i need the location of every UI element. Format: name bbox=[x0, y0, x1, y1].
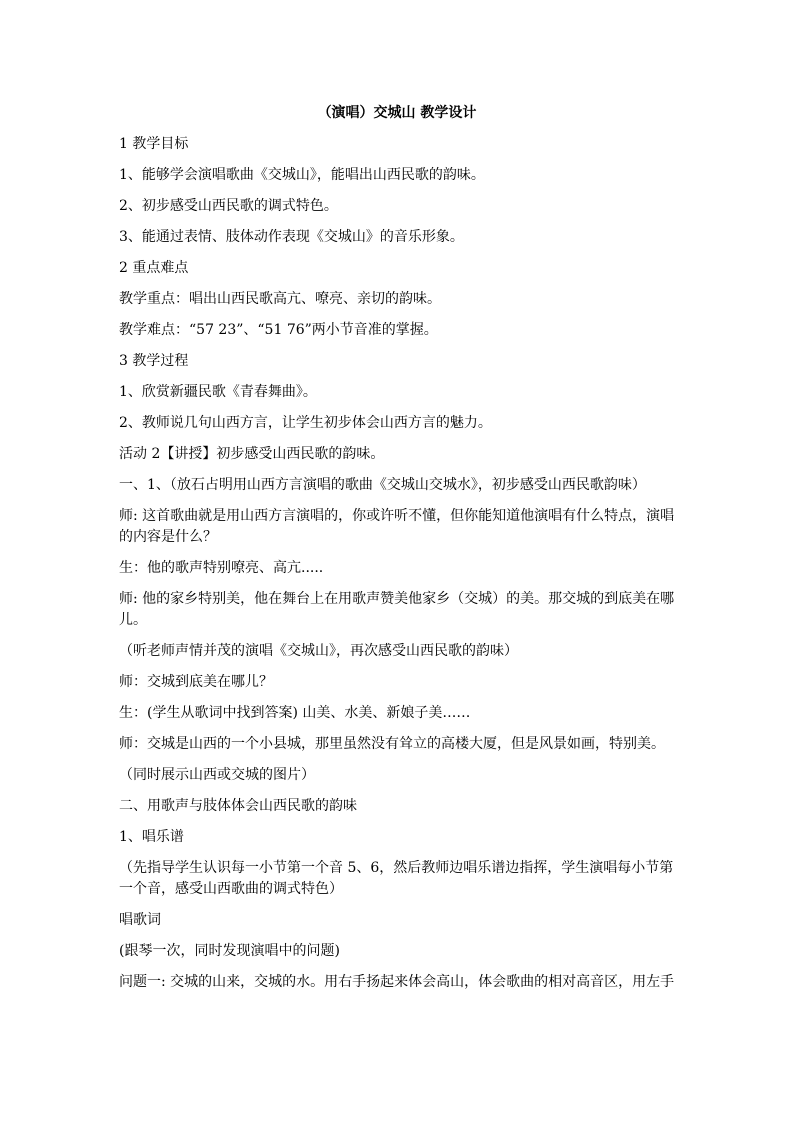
paragraph-line: 一、1、（放石占明用山西方言演唱的歌曲《交城山交城水》，初步感受山西民歌韵味） bbox=[119, 477, 646, 493]
paragraph-line: 唱歌词 bbox=[119, 912, 161, 928]
paragraph-line: 2、初步感受山西民歌的调式特色。 bbox=[119, 198, 338, 214]
paragraph-line: 1、能够学会演唱歌曲《交城山》，能唱出山西民歌的韵味。 bbox=[119, 167, 485, 183]
paragraph-line: 2、教师说几句山西方言，让学生初步体会山西方言的魅力。 bbox=[119, 415, 492, 431]
paragraph-line: 师: 这首歌曲就是用山西方言演唱的，你或许听不懂，但你能知道他演唱有什么特点，演唱的内容是什么？ bbox=[119, 508, 675, 545]
section-heading-process: 3 教学过程 bbox=[119, 353, 189, 369]
paragraph-line: 师: 他的家乡特别美，他在舞台上在用歌声赞美他家乡（交城）的美。那交城的到底美在哪儿。 bbox=[119, 591, 675, 628]
paragraph-line: 1、欣赏新疆民歌《青春舞曲》。 bbox=[119, 384, 317, 400]
section-heading-key-points: 2 重点难点 bbox=[119, 260, 189, 276]
paragraph-line: 问题一: 交城的山来，交城的水。用右手扬起来体会高山，体会歌曲的相对高音区，用左手 bbox=[119, 974, 675, 990]
activity-heading: 活动 2【讲授】初步感受山西民歌的韵味。 bbox=[119, 446, 385, 462]
document-title: （演唱）交城山 教学设计 bbox=[317, 105, 477, 121]
paragraph-line: 生：(学生从歌词中找到答案) 山美、水美、新娘子美…… bbox=[119, 705, 471, 721]
paragraph-line: (跟琴一次，同时发现演唱中的问题) bbox=[119, 943, 340, 959]
paragraph-line: 1、唱乐谱 bbox=[119, 829, 184, 845]
paragraph-line: （同时展示山西或交城的图片） bbox=[119, 767, 315, 783]
section-heading-objectives: 1 教学目标 bbox=[119, 136, 189, 152]
paragraph-line: 师：交城是山西的一个小县城，那里虽然没有耸立的高楼大厦，但是风景如画，特别美。 bbox=[119, 736, 665, 752]
section-heading-part-two: 二、用歌声与肢体体会山西民歌的韵味 bbox=[119, 798, 357, 814]
paragraph-line: （先指导学生认识每一小节第一个音 5、6，然后教师边唱乐谱边指挥，学生演唱每小节第一个音，感受山西歌曲的调式特色） bbox=[119, 860, 674, 897]
paragraph-line: 3、能通过表情、肢体动作表现《交城山》的音乐形象。 bbox=[119, 229, 464, 245]
paragraph-line: 教学重点：唱出山西民歌高亢、嘹亮、亲切的韵味。 bbox=[119, 291, 441, 307]
paragraph-line: 师：交城到底美在哪儿？ bbox=[119, 674, 273, 690]
document-body bbox=[119, 134, 683, 1003]
paragraph-line: （听老师声情并茂的演唱《交城山》，再次感受山西民歌的韵味） bbox=[119, 643, 518, 659]
paragraph-line: 生：他的歌声特别嘹亮、高亢..... bbox=[119, 560, 324, 576]
paragraph-line: 教学难点：“57 23”、“51 76”两小节音准的掌握。 bbox=[119, 322, 438, 338]
